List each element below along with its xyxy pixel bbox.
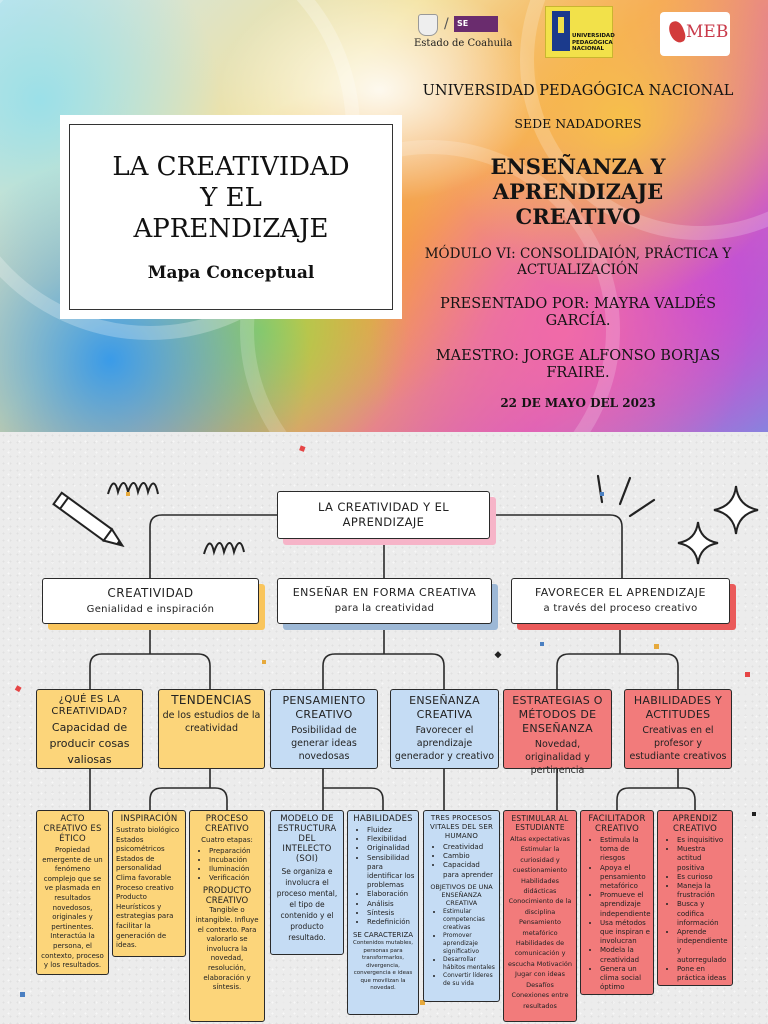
list-item: • Pone en práctica ideas [677,965,729,983]
concept-title: ENSEÑANZA CREATIVA [409,694,480,721]
detail-subtitle: SE CARACTERIZA [352,931,414,940]
list-item: • Flexibilidad [367,835,415,844]
objective-list [433,908,496,988]
concept-title: FAVORECER EL APRENDIZAJE [534,586,707,599]
university-name: UNIVERSIDAD PEDAGÓGICA NACIONAL [422,83,734,99]
list-item: • Fluidez [367,826,415,835]
list-item: • Modela la creatividad [600,946,650,964]
detail-aprendiz [657,810,733,986]
list-item: • Incubación [209,856,261,865]
skill-list [357,826,415,927]
course-title: ENSEÑANZA Y APRENDIZAJE CREATIVO [490,154,666,229]
list-item: • Sensibilidad para identificar los problemas [367,854,415,891]
detail-tres-procesos [423,810,500,1002]
list-item: • Estimular competencias creativas [443,908,496,932]
list-item: • Elaboración [367,890,415,899]
list-item: • Originalidad [367,844,415,853]
coat-of-arms-icon [418,14,438,36]
list-item: • Iluminación [209,865,261,874]
concept-favorecer [511,578,730,624]
concept-title: HABILIDADES Y ACTITUDES [633,694,723,721]
detail-intro: Cuatro etapas: [201,836,253,844]
list-item: • Verificación [209,874,261,883]
list-item: • Creatividad [443,843,496,852]
list-item: • Apoya el pensamiento metafórico [600,864,650,892]
detail-text: Contenidos mutables, personas para transformarlos, divergencia, convergencia e ideas que movilizan la novedad. [352,940,414,992]
detail-habilidades [347,810,419,1015]
title-card [60,115,402,319]
detail-text: Sustrato biológico Estados psicométricos Estados de personalidad Clima favorable Proceso creativo Producto Heurísticos y estrategias para facilitar la generación de ideas. [116,826,180,950]
concept-subtitle: a través del proceso creativo [543,603,698,614]
concept-text: Novedad, originalidad y pertinencia [525,739,590,776]
list-item: • Es inquisitivo [677,836,729,845]
concept-creatividad [42,578,259,624]
se-logo-label: SE [454,16,498,32]
list-item: • Análisis [367,900,415,909]
detail-proceso-creativo [189,810,265,1022]
detail-title: ACTO CREATIVO ES ÉTICO [43,814,102,844]
concept-title: TENDENCIAS [171,693,252,707]
concept-ensenar [277,578,492,624]
detail-text: Propiedad emergente de un fenómeno complejo que se ve plasmada en resultados novedosos, originales y pertinentes. Interactúa la persona, el contexto, proceso y los resultados. [41,846,104,970]
list-item: • Maneja la frustración [677,882,729,900]
list-item: • Cambio [443,852,496,861]
detail-title: FACILITADOR CREATIVO [588,814,646,834]
concept-text: Favorecer el aprendizaje generador y creativo [394,725,495,762]
learner-list [667,836,729,983]
detail-title: MODELO DE ESTRUCTURA DEL INTELECTO (SOI) [277,814,337,864]
detail-acto-creativo [36,810,109,975]
stage-list [199,847,261,884]
list-item: • Es curioso [677,873,729,882]
process-list [433,843,496,880]
cover-title: LA CREATIVIDAD Y EL APRENDIZAJE [112,151,350,244]
teacher: MAESTRO: JORGE ALFONSO BORJAS FRAIRE. [435,348,721,381]
list-item: • Capacidad para aprender [443,861,496,879]
detail-inspiracion [112,810,186,957]
concept-title: ¿QUÉ ES LA CREATIVIDAD? [51,694,128,717]
coahuila-logo: / SE Estado de Coahuila [414,16,513,49]
list-item: • Promover aprendizaje significativo [443,932,496,956]
list-item: • Redefinición [367,918,415,927]
concept-subtitle: para la creatividad [334,603,435,614]
concept-subtitle: Genialidad e inspiración [86,604,215,615]
root-concept [277,491,490,539]
detail-title: ESTIMULAR AL ESTUDIANTE [511,814,569,832]
concept-title: ENSEÑAR EN FORMA CREATIVA [292,586,477,599]
concept-que-es [36,689,143,769]
module-title: MÓDULO VI: CONSOLIDAIÓN, PRÁCTICA Y ACTUALIZACIÓN [424,246,732,278]
coahuila-caption: Estado de Coahuila [414,38,513,49]
list-item: • Convertir líderes de su vida [443,972,496,988]
list-item: • Genera un clima social óptimo [600,965,650,993]
upn-logo [545,6,613,58]
concept-tendencias [158,689,265,769]
list-item: • Síntesis [367,909,415,918]
concept-text: de los estudios de la creatividad [162,710,261,734]
cover-subtitle: Mapa Conceptual [147,262,315,283]
detail-text: Se organiza e involucra el proceso mental, el tipo de contenido y el producto resultado. [276,867,338,942]
facilitator-list [590,836,650,992]
concept-title: ESTRATEGIAS O MÉTODOS DE ENSEÑANZA [512,694,603,735]
detail-facilitador [580,810,654,995]
detail-estimular [503,810,577,1022]
upn-mark-icon [552,11,570,51]
list-item: • Aprende independiente y autorregulado [677,928,729,965]
heart-icon [667,19,688,44]
detail-title: PROCESO CREATIVO [204,814,250,834]
detail-subtitle: PRODUCTO CREATIVO [202,886,252,907]
list-item: • Usa métodos que inspiran e involucran [600,919,650,947]
concept-habilidades-actitudes [624,689,732,769]
concept-text: Capacidad de producir cosas valiosas [49,721,130,766]
detail-text: Tangible o intangible. Influye el contexto. Para valorarlo se involucra la novedad, resolución, elaboración y síntesis. [195,906,259,992]
concept-pensamiento [270,689,378,769]
list-item: • Estimula la toma de riesgos [600,836,650,864]
cover-banner [0,0,768,432]
list-item: • Preparación [209,847,261,856]
meb-logo-text: MEB [686,22,729,42]
root-concept-label: LA CREATIVIDAD Y EL APRENDIZAJE [317,500,450,529]
detail-subtitle: OBJETIVOS DE UNA ENSEÑANZA CREATIVA [430,882,493,907]
concept-title: PENSAMIENTO CREATIVO [282,694,366,721]
presenter: PRESENTADO POR: MAYRA VALDÉS GARCÍA. [439,296,717,329]
list-item: • Promueve el aprendizaje independiente [600,891,650,919]
detail-title: APRENDIZ CREATIVO [672,814,718,834]
upn-logo-text: UNIVERSIDAD PEDAGÓGICA NACIONAL [572,33,615,52]
detail-title: HABILIDADES [353,814,413,824]
concept-map [0,432,768,1024]
detail-text: Altas expectativas Estimular la curiosidad y cuestionamiento Habilidades didácticas Conocimiento de la disciplina Pensamiento metafórico Habilidades de comunicación y escucha Motivación Jugar con ideas Desafíos Conexiones entre resultados [507,835,573,1010]
concept-ensenanza [390,689,499,769]
date: 22 DE MAYO DEL 2023 [500,396,656,410]
detail-title: TRES PROCESOS VITALES DEL SER HUMANO [429,814,494,840]
detail-modelo-soi [270,810,344,955]
list-item: • Busca y codifica información [677,900,729,928]
meb-logo [660,12,730,56]
concept-text: Posibilidad de generar ideas novedosas [291,725,357,762]
concept-estrategias [503,689,612,776]
list-item: • Muestra actitud positiva [677,845,729,873]
list-item: • Desarrollar hábitos mentales [443,956,496,972]
detail-title: INSPIRACIÓN [120,814,178,824]
concept-title: CREATIVIDAD [107,586,194,600]
concept-text: Creativas en el profesor y estudiante creativos [629,725,727,762]
university-campus: SEDE NADADORES [514,116,642,131]
